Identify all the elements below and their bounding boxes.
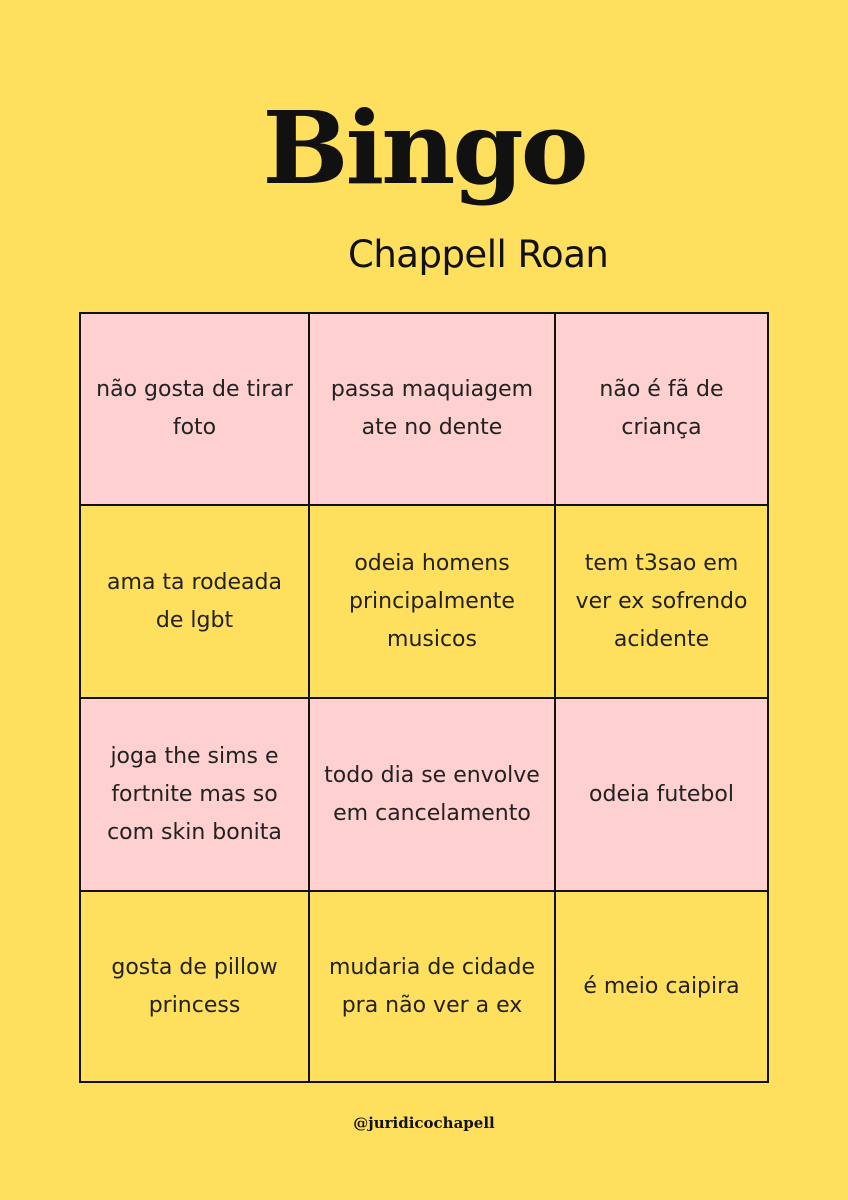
bingo-cell: joga the sims e fortnite mas so com skin bonita bbox=[81, 699, 310, 892]
bingo-cell: tem t3sao em ver ex sofrendo acidente bbox=[556, 506, 767, 699]
bingo-cell: ama ta rodeada de lgbt bbox=[81, 506, 310, 699]
bingo-title: Bingo bbox=[262, 89, 586, 207]
bingo-cell: mudaria de cidade pra não ver a ex bbox=[310, 892, 556, 1081]
bingo-grid bbox=[79, 312, 769, 1083]
author-handle: @juridicochapell bbox=[353, 1114, 495, 1132]
bingo-cell: é meio caipira bbox=[556, 892, 767, 1081]
bingo-cell: odeia futebol bbox=[556, 699, 767, 892]
bingo-cell: passa maquiagem ate no dente bbox=[310, 314, 556, 506]
bingo-cell: gosta de pillow princess bbox=[81, 892, 310, 1081]
bingo-cell: não gosta de tirar foto bbox=[81, 314, 310, 506]
bingo-cell: odeia homens principalmente musicos bbox=[310, 506, 556, 699]
bingo-cell: todo dia se envolve em cancelamento bbox=[310, 699, 556, 892]
bingo-subtitle: Chappell Roan bbox=[348, 233, 609, 276]
bingo-cell: não é fã de criança bbox=[556, 314, 767, 506]
